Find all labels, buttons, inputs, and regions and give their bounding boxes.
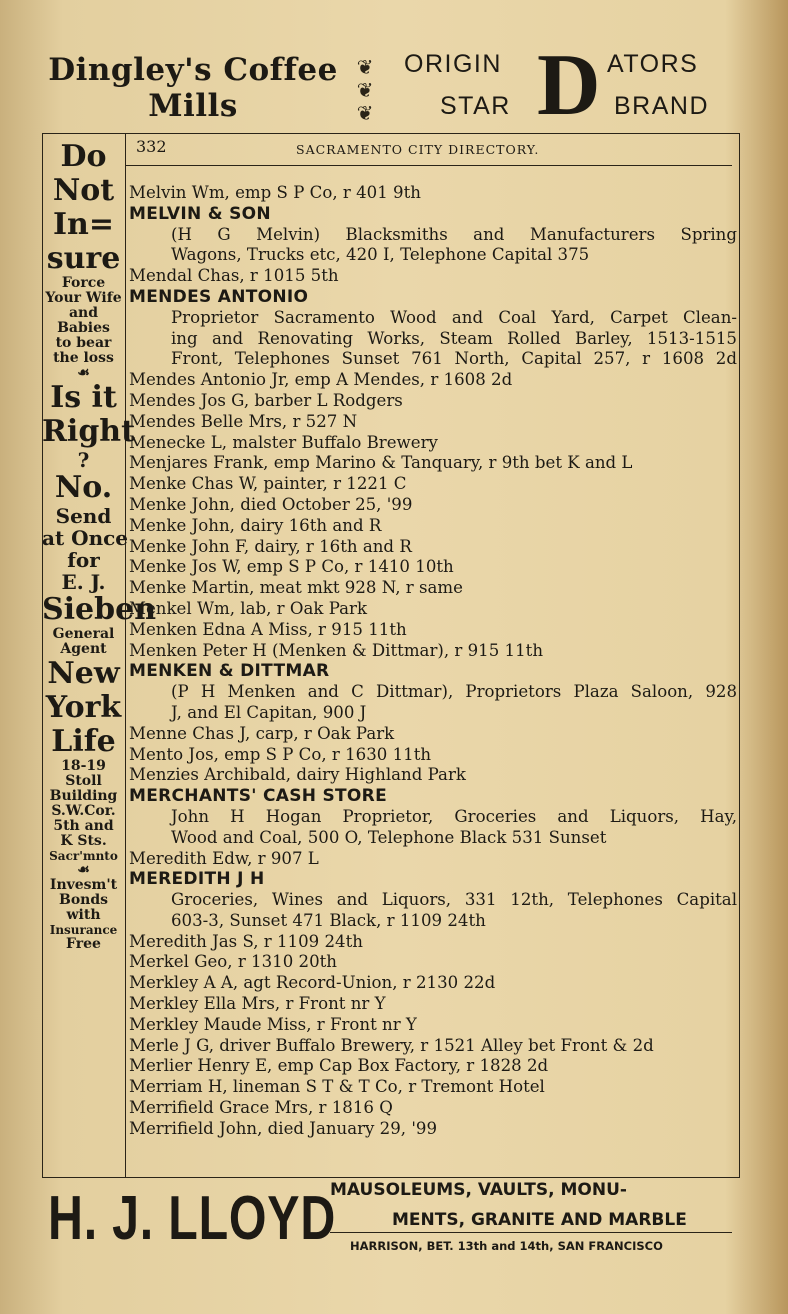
directory-entry: Menecke L, malster Buffalo Brewery [129, 432, 438, 452]
directory-entries [129, 183, 737, 1140]
sidebar-line: Sacr'mnto [49, 849, 118, 863]
dingley-coffee-ad [48, 52, 338, 124]
sidebar-divider [125, 133, 126, 1178]
directory-entry: Meredith Jas S, r 1109 24th [129, 931, 363, 951]
directory-entry: Menke John F, dairy, r 16th and R [129, 536, 412, 556]
originators-left: ORIGIN [404, 50, 502, 78]
entry-continuation: ing and Renovating Works, Steam Rolled Barley, 1513-1515 [171, 328, 737, 348]
sidebar-line: General [52, 626, 115, 642]
sidebar-line: K Sts. [60, 833, 107, 849]
directory-entry: Mento Jos, emp S P Co, r 1630 11th [129, 744, 432, 764]
sidebar-line: the loss [53, 350, 114, 366]
directory-entry: Mendes Belle Mrs, r 527 N [129, 411, 358, 431]
sidebar-line: Not [52, 173, 115, 208]
directory-entry: Melvin Wm, emp S P Co, r 401 9th [129, 183, 421, 202]
sidebar-line: York [45, 690, 122, 725]
sidebar-line: ? [77, 448, 90, 472]
sidebar-line: Life [51, 724, 116, 759]
sidebar-line: for [67, 548, 100, 572]
directory-entry: Menne Chas J, carp, r Oak Park [129, 723, 395, 743]
directory-entry: Menke John, died October 25, '99 [129, 494, 413, 514]
dingley-coffee-title: Dingley's Coffee [48, 52, 338, 88]
sidebar-line: Right [42, 414, 135, 449]
sidebar-line: ☙ [77, 365, 90, 381]
directory-entry: Mendes Antonio Jr, emp A Mendes, r 1608 2d [129, 370, 513, 390]
sidebar-line: E. J. [61, 570, 106, 594]
directory-entry: Menke Martin, meat mkt 928 N, r same [129, 578, 463, 598]
directory-entry: Meredith Edw, r 907 L [129, 848, 319, 868]
entry-continuation: Wagons, Trucks etc, 420 I, Telephone Capital 375 [171, 245, 590, 265]
sidebar-line: Invesm't [49, 877, 118, 893]
sidebar-line: Insurance [49, 923, 118, 937]
directory-entry: Menzies Archibald, dairy Highland Park [129, 765, 466, 785]
sidebar-line: at Once [42, 526, 129, 550]
entry-continuation: J, and El Capitan, 900 J [171, 702, 367, 722]
business-name-heading: MENDES ANTONIO [129, 286, 309, 307]
star-label: STAR [440, 92, 511, 120]
sidebar-line: Building [49, 788, 118, 804]
directory-entry: Merkel Geo, r 1310 20th [129, 952, 337, 972]
sidebar-line: ☙ [77, 862, 90, 878]
directory-entry: Merkley A A, agt Record-Union, r 2130 22d [129, 973, 496, 993]
sidebar-line: New [47, 656, 120, 691]
business-name-heading: MELVIN & SON [129, 203, 271, 224]
footer-rule [330, 1232, 732, 1233]
sidebar-line: sure [46, 241, 121, 276]
entry-continuation: Wood and Coal, 500 O, Telephone Black 531 Sunset [171, 827, 607, 847]
entry-continuation: Front, Telephones Sunset 761 North, Capital 257, r 1608 2d [171, 349, 737, 369]
running-head: SACRAMENTO CITY DIRECTORY. [296, 142, 540, 157]
directory-entry: Merlier Henry E, emp Cap Box Factory, r 1828 2d [129, 1056, 549, 1076]
directory-entry: Mendes Jos G, barber L Rodgers [129, 390, 403, 410]
page-header [126, 135, 732, 166]
sidebar-line: Your Wife [45, 290, 122, 306]
sidebar-line: Free [66, 936, 101, 952]
directory-entry: Menkel Wm, lab, r Oak Park [129, 598, 368, 618]
directory-entry: Merkley Maude Miss, r Front nr Y [129, 1014, 417, 1034]
lloyd-line-2: MENTS, GRANITE AND MARBLE [392, 1210, 687, 1230]
directory-entry: Mendal Chas, r 1015 5th [129, 266, 339, 286]
directory-entry: Menken Edna A Miss, r 915 11th [129, 619, 407, 639]
business-name-heading: MENKEN & DITTMAR [129, 661, 330, 682]
originators-right: ATORS [607, 50, 699, 78]
sidebar-line: Babies [57, 320, 110, 336]
directory-entry: Menjares Frank, emp Marino & Tanquary, r 9th bet K and L [129, 453, 633, 473]
sidebar-line: Send [55, 504, 112, 528]
page-number: 332 [136, 137, 167, 156]
sidebar-line: with [66, 907, 101, 923]
directory-entry: Menke John, dairy 16th and R [129, 515, 382, 535]
sidebar-line: Is it [50, 380, 117, 415]
directory-entry: Merrifield John, died January 29, '99 [129, 1118, 438, 1138]
entry-continuation: John H Hogan Proprietor, Groceries and Liquors, Hay, [171, 806, 737, 826]
sidebar-line: In= [53, 207, 114, 242]
entry-continuation: (H G Melvin) Blacksmiths and Manufacturers Spring [171, 224, 737, 244]
business-name-heading: MERCHANTS' CASH STORE [129, 786, 387, 807]
lloyd-line-1: MAUSOLEUMS, VAULTS, MONU- [330, 1180, 627, 1200]
directory-entry: Merriam H, lineman S T & T Co, r Tremont Hotel [129, 1077, 545, 1097]
sidebar-line: 18-19 [61, 758, 106, 774]
directory-entry: Merrifield Grace Mrs, r 1816 Q [129, 1098, 393, 1118]
sidebar-line: to bear [55, 335, 112, 351]
business-name-heading: MEREDITH J H [129, 869, 265, 890]
entry-continuation: 603-3, Sunset 471 Black, r 1109 24th [171, 910, 486, 930]
entry-continuation: Groceries, Wines and Liquors, 331 12th, Telephones Capital [171, 890, 737, 910]
directory-entry: Menken Peter H (Menken & Dittmar), r 915 11th [129, 640, 544, 660]
dingley-mills-title: Mills [148, 88, 238, 124]
lloyd-name: H. J. LLOYD [48, 1184, 337, 1253]
sidebar-line: S.W.Cor. [51, 803, 116, 819]
entry-continuation: (P H Menken and C Dittmar), Proprietors Plaza Saloon, 928 [171, 682, 737, 702]
big-d-logo: D [537, 37, 601, 134]
sidebar-line: Force [61, 275, 106, 291]
sidebar-line: Agent [60, 641, 107, 657]
directory-entry: Merle J G, driver Buffalo Brewery, r 1521 Alley bet Front & 2d [129, 1035, 654, 1055]
sidebar-line: 5th and [53, 818, 114, 834]
directory-entry: Menke Chas W, painter, r 1221 C [129, 474, 407, 494]
brand-label: BRAND [614, 92, 710, 120]
sidebar-line: Sieben [42, 592, 157, 627]
fleuron-ornament-icon: ❦ ❦ ❦ [356, 55, 374, 125]
sidebar-line: Stoll [65, 773, 102, 789]
sidebar-line: and [68, 305, 99, 321]
sidebar-line: Do [60, 139, 107, 174]
entry-continuation: Proprietor Sacramento Wood and Coal Yard, Carpet Clean- [171, 307, 737, 327]
sidebar-line: Bonds [58, 892, 109, 908]
lloyd-address: HARRISON, BET. 13th and 14th, SAN FRANCISCO [350, 1239, 663, 1253]
sidebar-line: No. [54, 470, 113, 505]
directory-entry: Merkley Ella Mrs, r Front nr Y [129, 994, 386, 1014]
directory-entry: Menke Jos W, emp S P Co, r 1410 10th [129, 557, 454, 577]
